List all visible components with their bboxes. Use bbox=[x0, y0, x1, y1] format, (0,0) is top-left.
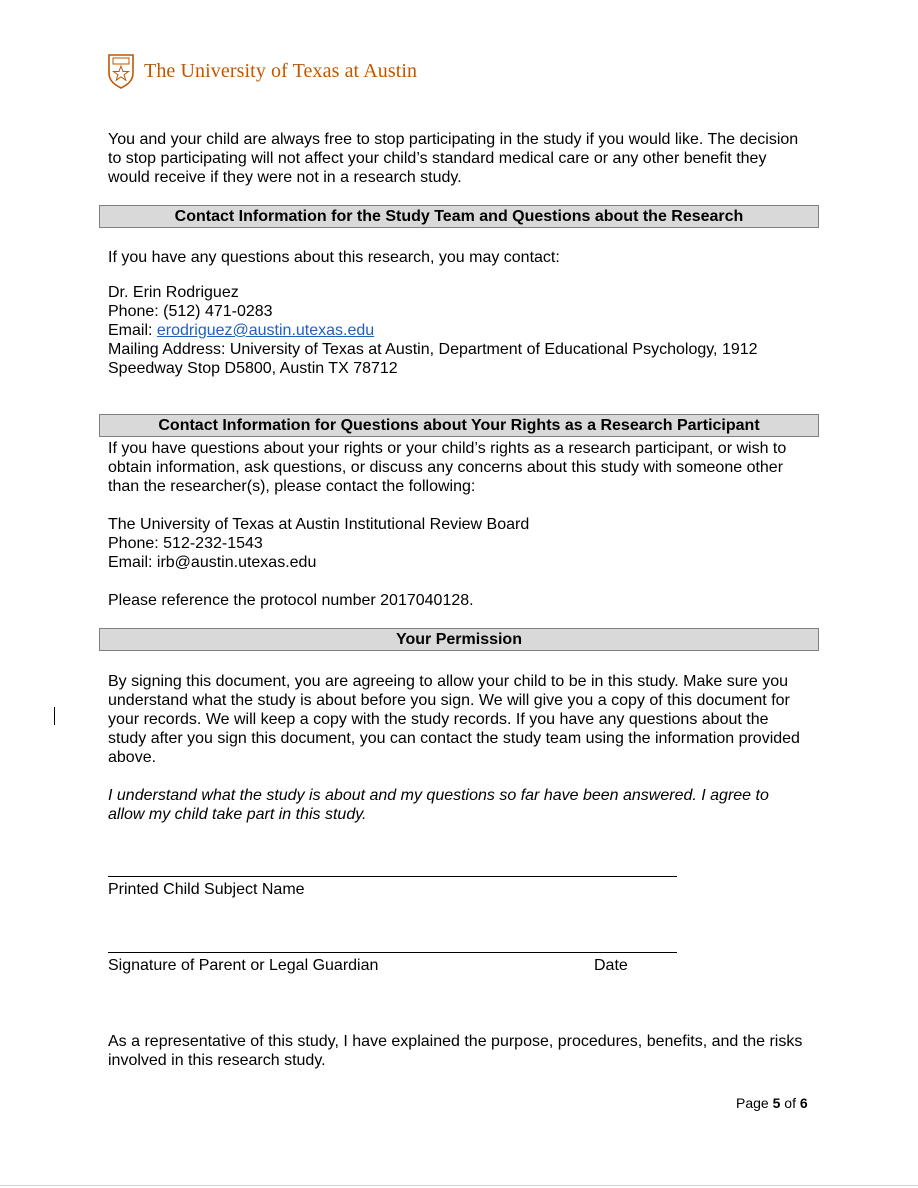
page-current: 5 bbox=[772, 1095, 781, 1111]
researcher-name: Dr. Erin Rodriguez bbox=[108, 284, 239, 301]
page-prefix: Page bbox=[736, 1095, 769, 1111]
study-team-heading: Contact Information for the Study Team and Questions about the Research bbox=[99, 205, 819, 228]
guardian-signature-line[interactable] bbox=[108, 952, 677, 953]
agreement-statement: I understand what the study is about and my questions so far have been answered. I agree to allow my child take part in this study. bbox=[108, 787, 769, 823]
page-total: 6 bbox=[799, 1095, 808, 1111]
child-name-label: Printed Child Subject Name bbox=[108, 881, 305, 898]
researcher-email-link[interactable]: erodriguez@austin.utexas.edu bbox=[156, 322, 375, 339]
rights-paragraph: If you have questions about your rights or your child’s rights as a research participant, or wish to obtain information, ask questions, or discuss any concerns about this study with someone other than the researcher(s), please contact the following: bbox=[108, 440, 787, 495]
representative-statement: As a representative of this study, I have explained the purpose, procedures, benefits, and the risks involved in this research study. bbox=[108, 1033, 803, 1069]
researcher-email-label: Email: bbox=[108, 322, 153, 339]
page-of: of bbox=[784, 1095, 796, 1111]
rights-heading: Contact Information for Questions about Your Rights as a Research Participant bbox=[99, 414, 819, 437]
protocol-number: Please reference the protocol number 2017040128. bbox=[108, 592, 474, 609]
guardian-signature-label: Signature of Parent or Legal Guardian bbox=[108, 957, 379, 974]
date-label: Date bbox=[594, 957, 628, 974]
page-bottom-edge bbox=[0, 1185, 918, 1186]
researcher-email-row bbox=[108, 321, 374, 340]
permission-paragraph: By signing this document, you are agreeing to allow your child to be in this study. Make sure you understand what the study is about before you sign. We will give you a copy of this document for your records. We will keep a copy with the study records. If you have any questions about the study after you sign this document, you can contact the study team using the information provided above. bbox=[108, 673, 800, 766]
irb-name: The University of Texas at Austin Institutional Review Board bbox=[108, 516, 530, 533]
mailing-address-line2: Speedway Stop D5800, Austin TX 78712 bbox=[108, 360, 398, 377]
permission-heading: Your Permission bbox=[99, 628, 819, 651]
child-name-signature-line[interactable] bbox=[108, 876, 677, 877]
study-team-intro: If you have any questions about this research, you may contact: bbox=[108, 249, 560, 266]
intro-paragraph: You and your child are always free to stop participating in the study if you would like. The decision to stop participating will not affect your child’s standard medical care or any other benefit they would receive if they were not in a research study. bbox=[108, 131, 799, 186]
mailing-address-line1: Mailing Address: University of Texas at Austin, Department of Educational Psychology, 1912 bbox=[108, 341, 758, 358]
irb-email: Email: irb@austin.utexas.edu bbox=[108, 554, 317, 571]
researcher-phone: Phone: (512) 471-0283 bbox=[108, 303, 273, 320]
irb-phone: Phone: 512-232-1543 bbox=[108, 535, 263, 552]
university-logo bbox=[107, 52, 417, 90]
university-name: The University of Texas at Austin bbox=[144, 59, 418, 82]
page-number bbox=[736, 1095, 808, 1111]
ut-seal-shield-icon bbox=[107, 53, 135, 89]
text-cursor bbox=[54, 707, 55, 725]
